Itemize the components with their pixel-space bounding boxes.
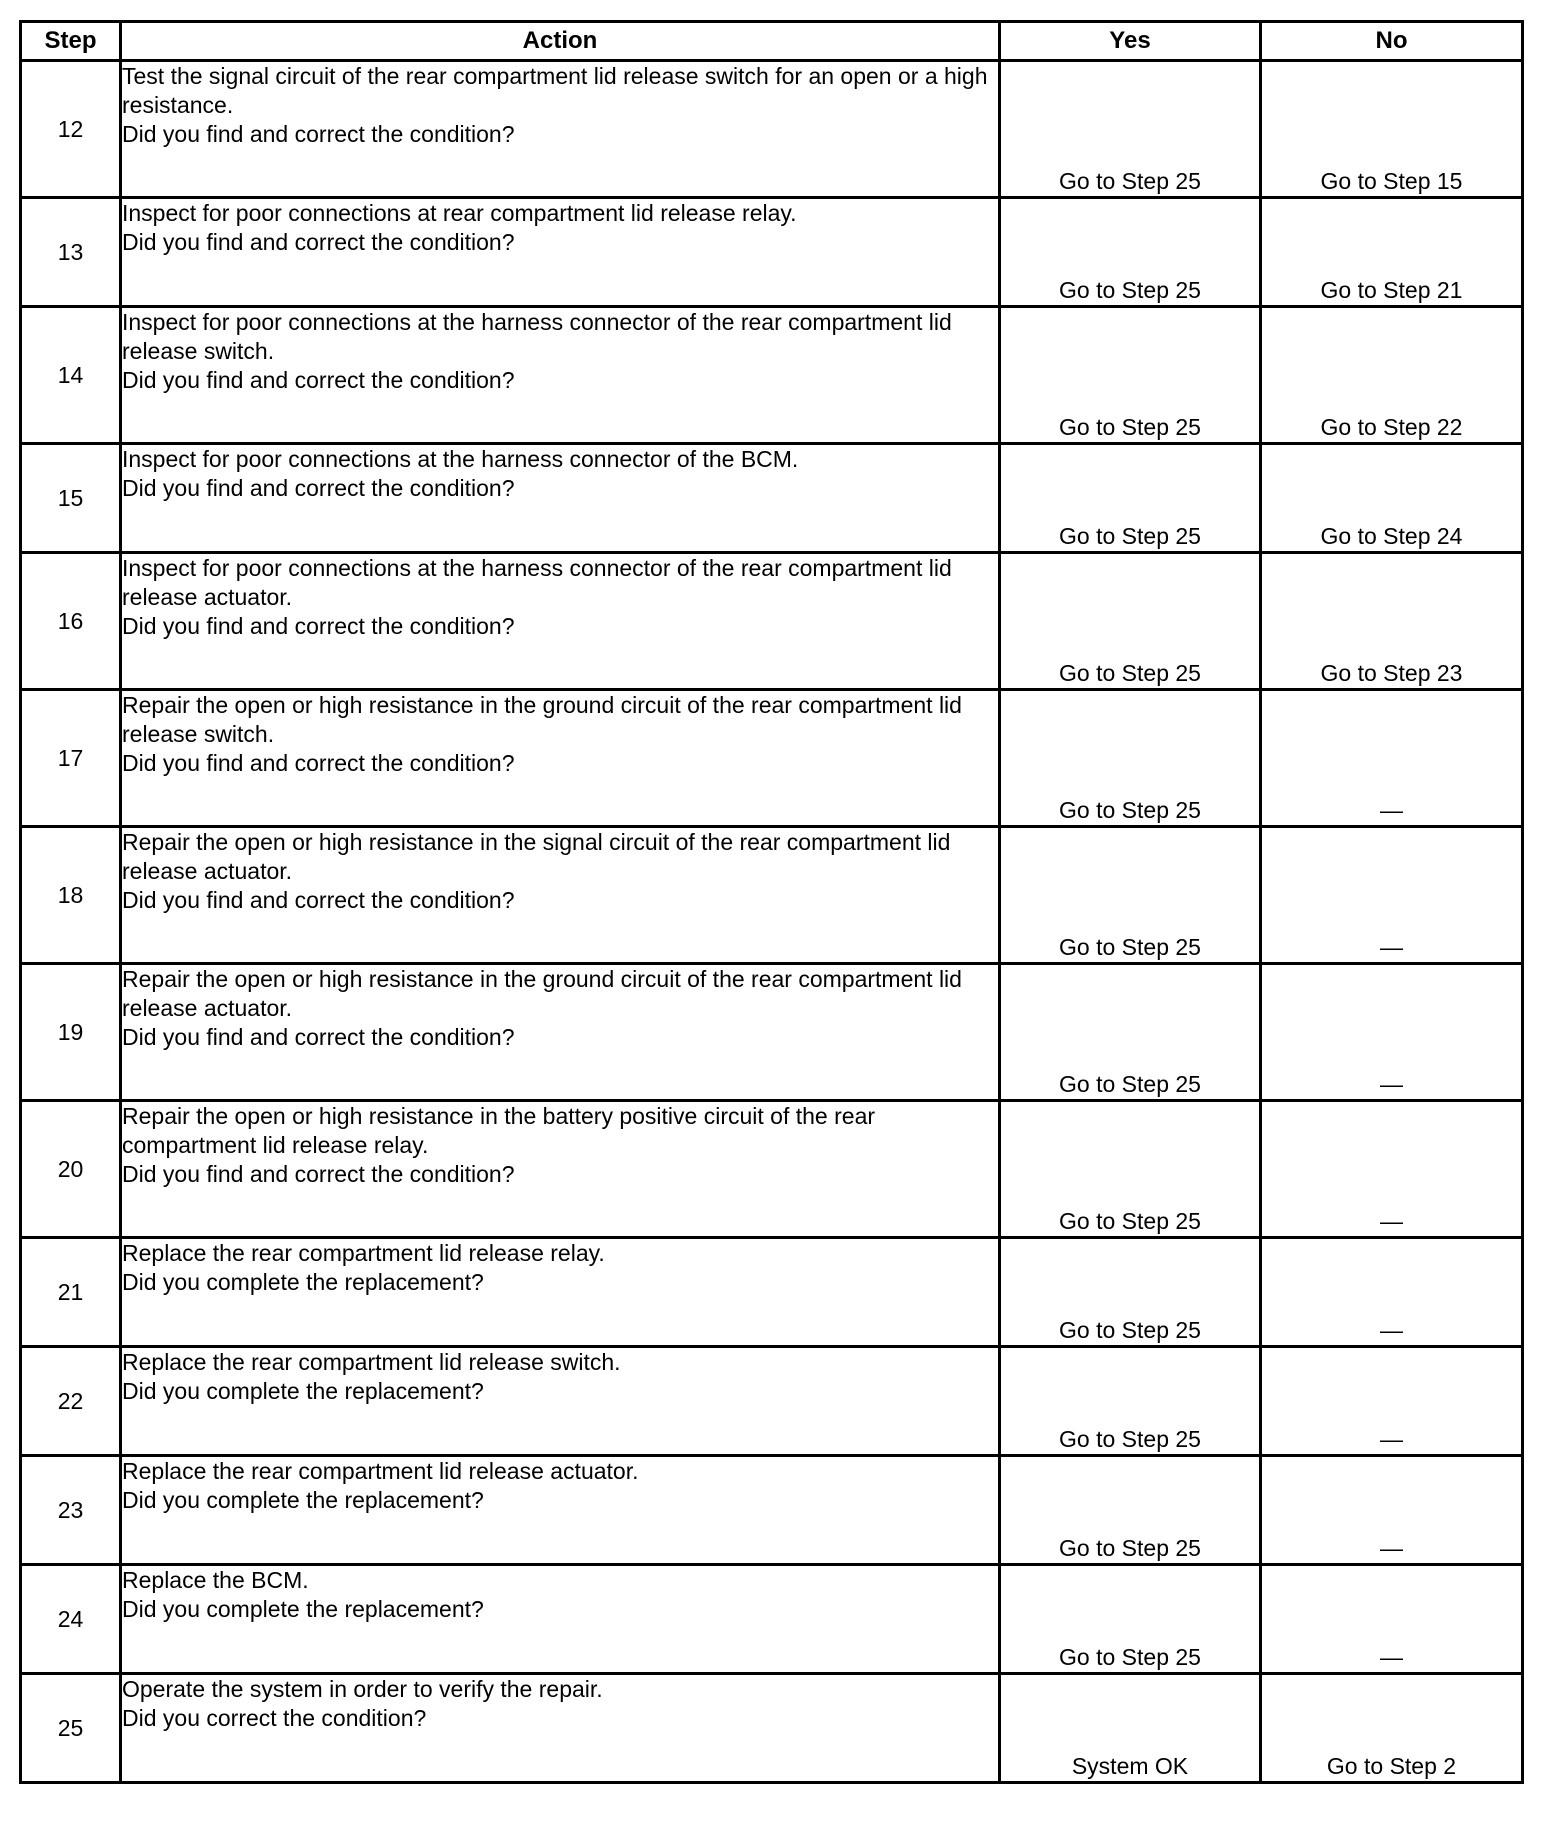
action-text: Inspect for poor connections at the harness connector of the rear compartment lid release switch. bbox=[122, 309, 952, 364]
step-number: 22 bbox=[21, 1347, 121, 1456]
action-question: Did you find and correct the condition? bbox=[122, 887, 515, 913]
table-row bbox=[21, 1565, 1523, 1674]
yes-result: Go to Step 25 bbox=[1000, 690, 1261, 827]
action-text: Repair the open or high resistance in the ground circuit of the rear compartment lid release actuator. bbox=[122, 966, 962, 1021]
action-text: Replace the rear compartment lid release relay. bbox=[122, 1240, 605, 1266]
no-result: — bbox=[1261, 964, 1523, 1101]
step-number: 15 bbox=[21, 444, 121, 553]
action-text: Repair the open or high resistance in the ground circuit of the rear compartment lid release switch. bbox=[122, 692, 962, 747]
yes-result: System OK bbox=[1000, 1674, 1261, 1783]
no-result: Go to Step 23 bbox=[1261, 553, 1523, 690]
no-result: Go to Step 22 bbox=[1261, 307, 1523, 444]
step-number: 12 bbox=[21, 61, 121, 198]
table-row bbox=[21, 61, 1523, 198]
table-row bbox=[21, 1674, 1523, 1783]
yes-result: Go to Step 25 bbox=[1000, 1347, 1261, 1456]
header-action: Action bbox=[121, 22, 1000, 61]
action-question: Did you find and correct the condition? bbox=[122, 121, 515, 147]
no-result: — bbox=[1261, 1456, 1523, 1565]
action-cell bbox=[121, 690, 1000, 827]
no-result: — bbox=[1261, 1238, 1523, 1347]
action-cell bbox=[121, 553, 1000, 690]
table-row bbox=[21, 553, 1523, 690]
action-text: Operate the system in order to verify the repair. bbox=[122, 1676, 603, 1702]
no-result: — bbox=[1261, 827, 1523, 964]
action-cell bbox=[121, 1238, 1000, 1347]
action-cell bbox=[121, 1101, 1000, 1238]
no-result: Go to Step 21 bbox=[1261, 198, 1523, 307]
action-question: Did you complete the replacement? bbox=[122, 1596, 484, 1622]
step-number: 20 bbox=[21, 1101, 121, 1238]
yes-result: Go to Step 25 bbox=[1000, 61, 1261, 198]
header-row bbox=[21, 22, 1523, 61]
header-yes: Yes bbox=[1000, 22, 1261, 61]
step-number: 24 bbox=[21, 1565, 121, 1674]
action-cell bbox=[121, 61, 1000, 198]
header-step: Step bbox=[21, 22, 121, 61]
action-question: Did you complete the replacement? bbox=[122, 1269, 484, 1295]
yes-result: Go to Step 25 bbox=[1000, 964, 1261, 1101]
yes-result: Go to Step 25 bbox=[1000, 827, 1261, 964]
table-row bbox=[21, 198, 1523, 307]
step-number: 17 bbox=[21, 690, 121, 827]
table-row bbox=[21, 1347, 1523, 1456]
yes-result: Go to Step 25 bbox=[1000, 1456, 1261, 1565]
action-text: Inspect for poor connections at the harness connector of the rear compartment lid release actuator. bbox=[122, 555, 952, 610]
action-cell bbox=[121, 198, 1000, 307]
action-cell bbox=[121, 1674, 1000, 1783]
step-number: 25 bbox=[21, 1674, 121, 1783]
yes-result: Go to Step 25 bbox=[1000, 198, 1261, 307]
yes-result: Go to Step 25 bbox=[1000, 1101, 1261, 1238]
yes-result: Go to Step 25 bbox=[1000, 444, 1261, 553]
yes-result: Go to Step 25 bbox=[1000, 1238, 1261, 1347]
step-number: 13 bbox=[21, 198, 121, 307]
action-text: Replace the rear compartment lid release actuator. bbox=[122, 1458, 639, 1484]
action-text: Repair the open or high resistance in the battery positive circuit of the rear compartment lid release relay. bbox=[122, 1103, 876, 1158]
no-result: Go to Step 24 bbox=[1261, 444, 1523, 553]
step-number: 19 bbox=[21, 964, 121, 1101]
diagnostic-table bbox=[19, 20, 1524, 1784]
action-cell bbox=[121, 964, 1000, 1101]
action-question: Did you find and correct the condition? bbox=[122, 750, 515, 776]
table-row bbox=[21, 1456, 1523, 1565]
action-cell bbox=[121, 444, 1000, 553]
header-no: No bbox=[1261, 22, 1523, 61]
action-text: Repair the open or high resistance in the signal circuit of the rear compartment lid release actuator. bbox=[122, 829, 951, 884]
no-result: Go to Step 15 bbox=[1261, 61, 1523, 198]
step-number: 16 bbox=[21, 553, 121, 690]
action-question: Did you complete the replacement? bbox=[122, 1487, 484, 1513]
table-row bbox=[21, 1101, 1523, 1238]
action-question: Did you find and correct the condition? bbox=[122, 1161, 515, 1187]
action-cell bbox=[121, 827, 1000, 964]
table-row bbox=[21, 444, 1523, 553]
table-row bbox=[21, 964, 1523, 1101]
yes-result: Go to Step 25 bbox=[1000, 307, 1261, 444]
action-question: Did you find and correct the condition? bbox=[122, 367, 515, 393]
action-text: Replace the BCM. bbox=[122, 1567, 309, 1593]
action-cell bbox=[121, 1347, 1000, 1456]
diagnostic-table-sheet bbox=[19, 20, 1524, 1784]
action-question: Did you complete the replacement? bbox=[122, 1378, 484, 1404]
step-number: 21 bbox=[21, 1238, 121, 1347]
action-text: Replace the rear compartment lid release switch. bbox=[122, 1349, 621, 1375]
no-result: — bbox=[1261, 690, 1523, 827]
action-cell bbox=[121, 1456, 1000, 1565]
no-result: Go to Step 2 bbox=[1261, 1674, 1523, 1783]
no-result: — bbox=[1261, 1101, 1523, 1238]
yes-result: Go to Step 25 bbox=[1000, 553, 1261, 690]
table-row bbox=[21, 690, 1523, 827]
no-result: — bbox=[1261, 1565, 1523, 1674]
action-question: Did you correct the condition? bbox=[122, 1705, 427, 1731]
step-number: 14 bbox=[21, 307, 121, 444]
action-question: Did you find and correct the condition? bbox=[122, 475, 515, 501]
action-question: Did you find and correct the condition? bbox=[122, 1024, 515, 1050]
table-row bbox=[21, 307, 1523, 444]
action-question: Did you find and correct the condition? bbox=[122, 229, 515, 255]
table-row bbox=[21, 827, 1523, 964]
step-number: 18 bbox=[21, 827, 121, 964]
action-text: Inspect for poor connections at the harness connector of the BCM. bbox=[122, 446, 799, 472]
no-result: — bbox=[1261, 1347, 1523, 1456]
action-text: Test the signal circuit of the rear compartment lid release switch for an open or a high resistance. bbox=[122, 63, 988, 118]
action-text: Inspect for poor connections at rear compartment lid release relay. bbox=[122, 200, 797, 226]
action-cell bbox=[121, 1565, 1000, 1674]
step-number: 23 bbox=[21, 1456, 121, 1565]
table-row bbox=[21, 1238, 1523, 1347]
action-question: Did you find and correct the condition? bbox=[122, 613, 515, 639]
action-cell bbox=[121, 307, 1000, 444]
yes-result: Go to Step 25 bbox=[1000, 1565, 1261, 1674]
